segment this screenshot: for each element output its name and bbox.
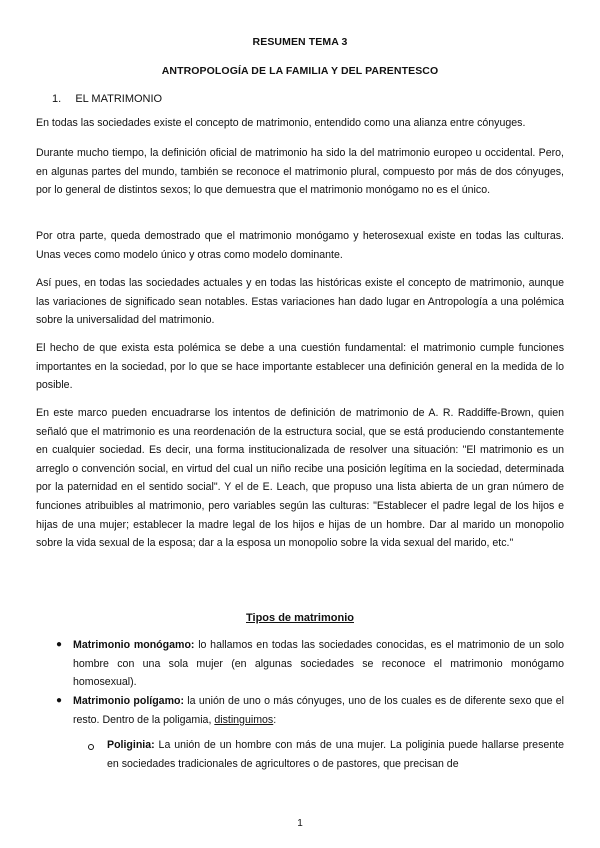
bullet-text: la unión de uno o más cónyuges, uno de los cuales es de diferente sexo que el resto. Dentro de la poligamia, [73, 695, 564, 726]
paragraph-1: En todas las sociedades existe el concepto de matrimonio, entendido como una alianza entre cónyuges. [36, 117, 526, 129]
bullet-text: lo hallamos en todas las sociedades conocidas, es el matrimonio de un solo hombre con una sola mujer (en algunas sociedades se reconoce el matrimonio monógamo homosexual). [73, 639, 564, 689]
paragraph-2: Durante mucho tiempo, la definición oficial de matrimonio ha sido la del matrimonio europeo u occidental. Pero, en algunas partes del mundo, también se reconoce el matrimonio plural, compuesto por más de dos cónyuges, por lo general de distintos sexos; lo que demuestra que el matrimonio monógamo no es el único. [36, 147, 564, 197]
distinguimos-link: distinguimos [214, 713, 274, 726]
bullet-icon: ● [56, 639, 63, 650]
bullet-monogamo [73, 636, 564, 692]
bullet-term: Matrimonio polígamo: [73, 695, 184, 707]
sub-bullet-poliginia [107, 736, 564, 773]
paragraph-3: Por otra parte, queda demostrado que el matrimonio monógamo y heterosexual existe en todas las culturas. Unas veces como modelo único y otras como modelo dominante. [36, 230, 564, 261]
bullet-term: Matrimonio monógamo: [73, 639, 195, 651]
section-label: EL MATRIMONIO [75, 93, 163, 105]
sub-bullet-term: Poliginia: [107, 739, 155, 751]
section-heading [52, 93, 162, 105]
sub-bullet-icon [88, 744, 94, 750]
paragraph-5: El hecho de que exista esta polémica se debe a una cuestión fundamental: el matrimonio cumple funciones importantes en la sociedad, por lo que se hace importante establecer una definición general en la medida de lo posible. [36, 342, 564, 392]
section-number: 1. [52, 93, 62, 105]
document-title: RESUMEN TEMA 3 [252, 36, 348, 48]
bullet-poligamo [73, 692, 564, 729]
document-subtitle: ANTROPOLOGÍA DE LA FAMILIA Y DEL PARENTESCO [161, 65, 439, 77]
types-heading: Tipos de matrimonio [246, 612, 354, 624]
page-number: 1 [297, 818, 303, 829]
bullet-tail: : [273, 713, 277, 726]
sub-bullet-text: La unión de un hombre con más de una mujer. La poliginia puede hallarse presente en sociedades tradicionales de agricultores o de pastores, que precisan de [107, 739, 564, 770]
paragraph-4: Así pues, en todas las sociedades actuales y en todas las históricas existe el concepto de matrimonio, aunque las variaciones de significado sean notables. Estas variaciones han dado lugar en Antropología a una polémica sobre la universalidad del matrimonio. [36, 277, 564, 327]
paragraph-6: En este marco pueden encuadrarse los intentos de definición de matrimonio de A. R. Raddiffe-Brown, quien señaló que el matrimonio es una reordenación de la estructura social, que se está produciendo constantemente en cualquier sociedad. Es decir, una forma institucionalizada de resolver una situación: "El matrimonio es un arreglo o convención social, en virtud del cual un niño recibe una posición legítima en la sociedad, determinada por la paternidad en el sentido social". Y el de E. Leach, que propuso una lista abierta de un gran número de funciones atribuibles al matrimonio, pero variables según las culturas: "Establecer el padre legal de los hijos e hijas de una mujer; establecer la madre legal de los hijos e hijas de un hombre. Dar al marido un monopolio sobre la vida sexual de la esposa; dar a la esposa un monopolio sobre la vida sexual del marido, etc." [36, 407, 564, 550]
bullet-icon: ● [56, 695, 63, 706]
